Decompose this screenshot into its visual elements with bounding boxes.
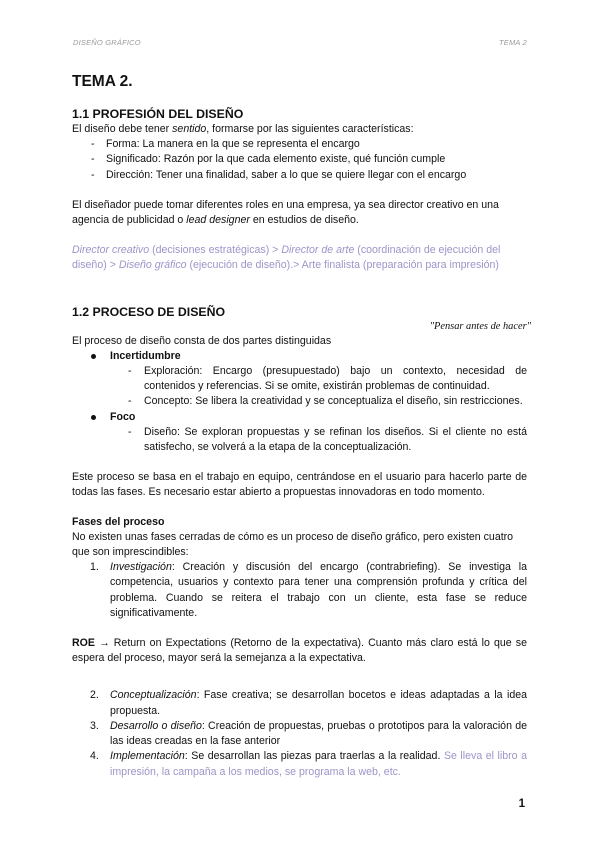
list-item: - Significado: Razón por la que cada elemento existe, qué función cumple	[72, 152, 527, 167]
page-body	[72, 68, 531, 780]
list-item: - Forma: La manera en la que se representa el encargo	[72, 137, 527, 152]
fase-item: 4. Implementación: Se desarrollan las piezas para traerlas a la realidad. Se lleva el libro a impresión, la campaña a los medios, se programa la web, etc.	[90, 750, 527, 778]
fase-item: 3. Desarrollo o diseño: Creación de propuestas, pruebas o prototipos para la valoración de las ideas creadas en la fase anterior	[90, 719, 527, 748]
bullet-foco: Foco	[72, 410, 527, 425]
running-header-right: TEMA 2	[498, 38, 527, 47]
list-item: - Exploración: Encargo (presupuestado) bajo un contexto, necesidad de contenidos y referencias. Si se omite, existirán problemas de continuidad.	[72, 364, 527, 394]
list-item: - Dirección: Tener una finalidad, saber a lo que se quiere llegar con el encargo	[72, 168, 527, 183]
profesion-intro: El diseño debe tener sentido, formarse por las siguientes características:	[72, 123, 414, 135]
roles-chain: Director creativo (decisiones estratégicas) > Director de arte (coordinación de ejecución del diseño) > Diseño gráfico (ejecución de diseño).> Arte finalista (preparación para impresión)	[72, 244, 501, 272]
fases-intro: No existen unas fases cerradas de cómo es un proceso de diseño gráfico, pero existen cuatro que son imprescindibles:	[72, 530, 514, 559]
page-title: TEMA 2.	[72, 73, 133, 90]
roe-paragraph: ROE → Return on Expectations (Retorno de la expectativa). Cuanto más claro está lo que se espera del proceso, mayor será la semejanza a la expectativa.	[72, 637, 527, 665]
proceso-intro: El proceso de diseño consta de dos partes distinguidas	[72, 334, 332, 347]
characteristics-list	[72, 137, 527, 183]
team-paragraph: Este proceso se basa en el trabajo en equipo, centrándose en el usuario para hacerlo parte de todas las fases. Es necesario estar abierto a propuestas innovadoras en todo momento.	[72, 471, 527, 499]
section-heading-proceso: 1.2 PROCESO DE DISEÑO	[72, 304, 226, 319]
bullet-incertidumbre: Incertidumbre	[72, 349, 527, 364]
fases-heading: Fases del proceso	[72, 515, 165, 528]
quote: "Pensar antes de hacer"	[429, 320, 531, 332]
roles-paragraph: El diseñador puede tomar diferentes roles en una empresa, ya sea director creativo en una agencia de publicidad o lead designer en estudios de diseño.	[72, 198, 499, 227]
page-number: 1	[518, 798, 525, 810]
fase-item: 2. Conceptualización: Fase creativa; se desarrollan bocetos e ideas adaptadas a la idea propuesta.	[90, 689, 527, 717]
fase-item: 1. Investigación: Creación y discusión del encargo (contrabriefing). Se investiga la competencia, usuarios y contexto para tener una comprensión profunda y crítica del problema. Cuando se reitera el trabajo con un cliente, esta fase se reduce significativamente.	[90, 561, 527, 619]
section-heading-profesion: 1.1 PROFESIÓN DEL DISEÑO	[72, 107, 244, 121]
running-header-left: DISEÑO GRÁFICO	[73, 38, 141, 47]
list-item: - Concepto: Se libera la creatividad y se conceptualiza el diseño, sin restricciones.	[72, 394, 527, 409]
list-item: - Diseño: Se exploran propuestas y se refinan los diseños. Si el cliente no está satisfecho, se volverá a la etapa de la conceptualización.	[72, 425, 527, 455]
